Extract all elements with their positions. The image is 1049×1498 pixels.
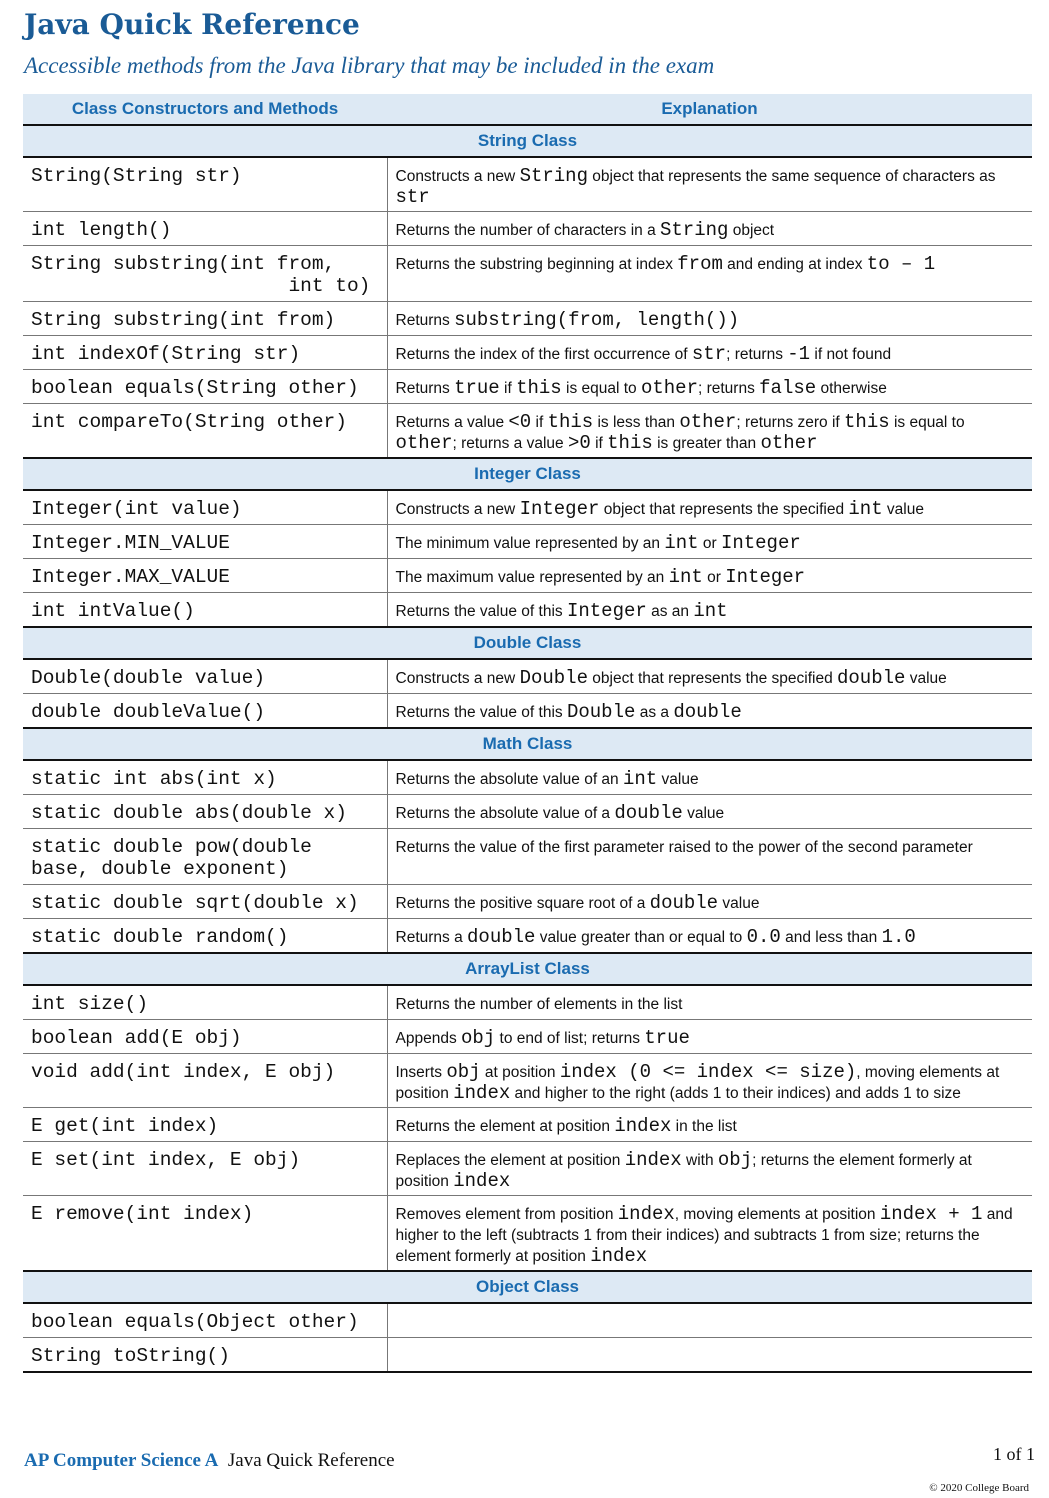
page-title: Java Quick Reference [24, 8, 360, 41]
explanation-text: with [681, 1152, 718, 1169]
method-signature: void add(int index, E obj) [23, 1054, 387, 1108]
method-signature: E set(int index, E obj) [23, 1142, 387, 1196]
method-signature: static double pow(double base, double exponent) [23, 829, 387, 885]
method-signature: E get(int index) [23, 1108, 387, 1142]
section-header [23, 728, 1032, 760]
explanation-text: Returns the positive square root of a [395, 895, 650, 912]
code-fragment: obj [717, 1149, 753, 1171]
table-row [23, 919, 1032, 954]
method-signature: Integer.MIN_VALUE [23, 525, 387, 559]
code-fragment: String [519, 165, 588, 187]
method-explanation [387, 1054, 1032, 1108]
code-fragment: true [644, 1027, 690, 1049]
code-fragment: other [395, 432, 453, 454]
explanation-text: is equal to [561, 380, 641, 397]
explanation-text: as a [635, 704, 674, 721]
section-title: Math Class [23, 728, 1032, 760]
method-signature: String substring(int from, int to) [23, 246, 387, 302]
method-signature: Integer(int value) [23, 490, 387, 525]
reference-body [23, 125, 1032, 1372]
method-explanation [387, 525, 1032, 559]
reference-table [23, 94, 1032, 1373]
table-row [23, 1054, 1032, 1108]
method-explanation [387, 1196, 1032, 1272]
method-explanation [387, 336, 1032, 370]
explanation-text: object that represents the specified [599, 501, 849, 518]
table-row [23, 490, 1032, 525]
table-row [23, 760, 1032, 795]
method-signature: double doubleValue() [23, 694, 387, 729]
table-row [23, 985, 1032, 1020]
explanation-text: is equal to [889, 414, 965, 431]
code-fragment: this [844, 411, 890, 433]
explanation-text: Replaces the element at position [395, 1152, 625, 1169]
code-fragment: int [622, 768, 658, 790]
method-explanation [387, 795, 1032, 829]
method-signature: String substring(int from) [23, 302, 387, 336]
footer-course: AP Computer Science A [24, 1450, 219, 1471]
method-explanation [387, 919, 1032, 954]
explanation-text: Returns the substring beginning at index [395, 256, 678, 273]
method-signature: static double sqrt(double x) [23, 885, 387, 919]
table-row [23, 302, 1032, 336]
code-fragment: str [395, 186, 430, 208]
table-row [23, 885, 1032, 919]
table-row [23, 795, 1032, 829]
table-row [23, 559, 1032, 593]
method-explanation [387, 694, 1032, 729]
explanation-text: Returns the value of this [395, 704, 567, 721]
method-signature: String toString() [23, 1338, 387, 1373]
explanation-text: object that represents the same sequence of characters as [587, 168, 996, 185]
explanation-text: if not found [810, 346, 892, 363]
explanation-text: value greater than or equal to [535, 929, 747, 946]
table-row [23, 659, 1032, 694]
column-header-explanation: Explanation [387, 94, 1032, 125]
method-signature: int intValue() [23, 593, 387, 628]
section-header [23, 125, 1032, 157]
method-signature: Double(double value) [23, 659, 387, 694]
code-fragment: obj [461, 1027, 496, 1049]
code-fragment: Integer [720, 532, 801, 554]
method-signature: int compareTo(String other) [23, 404, 387, 459]
code-fragment: double [673, 701, 742, 723]
explanation-text: Returns the value of the first parameter raised to the power of the second parameter [395, 839, 973, 856]
code-fragment: substring(from, length()) [454, 309, 740, 331]
code-fragment: index (0 <= index <= size) [559, 1061, 857, 1083]
method-explanation [387, 760, 1032, 795]
explanation-text: if [499, 380, 517, 397]
code-fragment: other [679, 411, 737, 433]
explanation-text: and higher to the right (adds 1 to their indices) and adds 1 to size [510, 1085, 961, 1102]
method-explanation [387, 212, 1032, 246]
explanation-text: value [718, 895, 760, 912]
code-fragment: Integer [725, 566, 806, 588]
table-row [23, 525, 1032, 559]
explanation-text: and less than [780, 929, 882, 946]
method-explanation [387, 490, 1032, 525]
method-explanation [387, 1338, 1032, 1373]
section-header [23, 627, 1032, 659]
code-fragment: int [668, 566, 703, 588]
explanation-text: Returns the absolute value of an [395, 771, 623, 788]
method-explanation [387, 1020, 1032, 1054]
code-fragment: int [848, 498, 883, 520]
explanation-text: to end of list; returns [495, 1030, 645, 1047]
explanation-text: or [702, 569, 726, 586]
code-fragment: <0 [508, 411, 532, 433]
explanation-text: at position [480, 1064, 560, 1081]
explanation-text: Returns a [395, 929, 468, 946]
explanation-text: object [728, 222, 775, 239]
explanation-text: value [882, 501, 924, 518]
code-fragment: double [837, 667, 906, 689]
section-title: Double Class [23, 627, 1032, 659]
code-fragment: false [759, 377, 817, 399]
code-fragment: double [614, 802, 683, 824]
table-row [23, 404, 1032, 459]
footer-title [24, 1450, 395, 1472]
explanation-text: Constructs a new [395, 168, 520, 185]
table-header-row [23, 94, 1032, 125]
method-explanation [387, 885, 1032, 919]
method-signature: int length() [23, 212, 387, 246]
code-fragment: index [590, 1245, 648, 1267]
table-row [23, 829, 1032, 885]
code-fragment: to – 1 [866, 253, 936, 275]
explanation-text: is less than [593, 414, 680, 431]
explanation-text: ; returns [726, 346, 788, 363]
code-fragment: Double [519, 667, 588, 689]
explanation-text: Constructs a new [395, 501, 520, 518]
method-signature: boolean equals(String other) [23, 370, 387, 404]
explanation-text: Constructs a new [395, 670, 520, 687]
code-fragment: index + 1 [879, 1203, 983, 1225]
table-row [23, 1303, 1032, 1338]
section-header [23, 1271, 1032, 1303]
table-row [23, 157, 1032, 212]
code-fragment: index [453, 1170, 511, 1192]
code-fragment: Integer [566, 600, 647, 622]
code-fragment: from [677, 253, 723, 275]
explanation-text: ; returns the element formerly at position [395, 1152, 972, 1190]
explanation-text: Returns the absolute value of a [395, 805, 615, 822]
copyright: © 2020 College Board [929, 1482, 1029, 1494]
explanation-text: value [905, 670, 947, 687]
explanation-text: Returns [395, 380, 455, 397]
explanation-text: Inserts [395, 1064, 447, 1081]
code-fragment: >0 [567, 432, 591, 454]
section-title: Object Class [23, 1271, 1032, 1303]
table-row [23, 694, 1032, 729]
explanation-text: Returns the number of elements in the list [395, 996, 683, 1013]
method-explanation [387, 1108, 1032, 1142]
explanation-text: Returns the element at position [395, 1118, 615, 1135]
table-row [23, 370, 1032, 404]
method-explanation [387, 404, 1032, 459]
explanation-text: Returns the number of characters in a [395, 222, 660, 239]
table-row [23, 1142, 1032, 1196]
explanation-text: ; returns [697, 380, 760, 397]
section-header [23, 953, 1032, 985]
code-fragment: index [614, 1115, 672, 1137]
method-explanation [387, 985, 1032, 1020]
method-signature: boolean add(E obj) [23, 1020, 387, 1054]
method-signature: static int abs(int x) [23, 760, 387, 795]
code-fragment: index [617, 1203, 675, 1225]
explanation-text: ; returns zero if [736, 414, 845, 431]
footer-doc: Java Quick Reference [227, 1450, 395, 1471]
code-fragment: Integer [519, 498, 600, 520]
method-explanation [387, 593, 1032, 628]
explanation-text: otherwise [816, 380, 887, 397]
section-title: ArrayList Class [23, 953, 1032, 985]
code-fragment: int [693, 600, 728, 622]
explanation-text: The minimum value represented by an [395, 535, 665, 552]
method-signature: String(String str) [23, 157, 387, 212]
method-signature: static double random() [23, 919, 387, 954]
explanation-text: ; returns a value [452, 435, 568, 452]
code-fragment: other [640, 377, 698, 399]
method-explanation [387, 157, 1032, 212]
table-row [23, 336, 1032, 370]
page-number: 1 of 1 [993, 1444, 1035, 1464]
section-title: Integer Class [23, 458, 1032, 490]
code-fragment: index [453, 1082, 511, 1104]
explanation-text: value [682, 805, 725, 822]
section-header [23, 458, 1032, 490]
explanation-text: and ending at index [722, 256, 867, 273]
explanation-text: as an [646, 603, 694, 620]
explanation-text: Returns the value of this [395, 603, 567, 620]
method-signature: int size() [23, 985, 387, 1020]
table-row [23, 1108, 1032, 1142]
explanation-text: Returns a value [395, 414, 509, 431]
explanation-text: Returns [395, 312, 455, 329]
method-explanation [387, 370, 1032, 404]
code-fragment: this [547, 411, 594, 433]
method-explanation [387, 659, 1032, 694]
explanation-text: The maximum value represented by an [395, 569, 669, 586]
explanation-text: Removes element from position [395, 1206, 618, 1223]
code-fragment: Double [566, 701, 636, 723]
code-fragment: this [516, 377, 562, 399]
explanation-text: is greater than [652, 435, 761, 452]
method-explanation [387, 1303, 1032, 1338]
method-explanation [387, 559, 1032, 593]
method-explanation [387, 302, 1032, 336]
explanation-text: if [590, 435, 608, 452]
explanation-text: and higher to the left (subtracts 1 from their indices) and subtracts 1 from size; returns the element formerly at position [395, 1206, 1013, 1265]
table-row [23, 212, 1032, 246]
code-fragment: obj [446, 1061, 481, 1083]
section-title: String Class [23, 125, 1032, 157]
code-fragment: str [691, 343, 727, 365]
code-fragment: int [664, 532, 699, 554]
explanation-text: or [698, 535, 721, 552]
explanation-text: object that represents the specified [587, 670, 837, 687]
method-signature: static double abs(double x) [23, 795, 387, 829]
method-signature: E remove(int index) [23, 1196, 387, 1272]
code-fragment: double [467, 926, 536, 948]
method-signature: boolean equals(Object other) [23, 1303, 387, 1338]
method-explanation [387, 1142, 1032, 1196]
explanation-text: in the list [671, 1118, 737, 1135]
page-subtitle: Accessible methods from the Java library that may be included in the exam [24, 53, 715, 78]
method-explanation [387, 829, 1032, 885]
explanation-text: Returns the index of the first occurrence of [395, 346, 692, 363]
method-signature: int indexOf(String str) [23, 336, 387, 370]
code-fragment: true [454, 377, 500, 399]
code-fragment: this [607, 432, 653, 454]
table-row [23, 246, 1032, 302]
explanation-text: , moving elements at position [674, 1206, 880, 1223]
table-row [23, 1196, 1032, 1272]
method-signature: Integer.MAX_VALUE [23, 559, 387, 593]
table-row [23, 1020, 1032, 1054]
table-row [23, 1338, 1032, 1373]
column-header-methods: Class Constructors and Methods [23, 94, 387, 125]
method-explanation [387, 246, 1032, 302]
code-fragment: String [660, 219, 729, 241]
explanation-text: Appends [395, 1030, 461, 1047]
explanation-text: if [531, 414, 548, 431]
code-fragment: -1 [787, 343, 811, 365]
table-row [23, 593, 1032, 628]
code-fragment: other [760, 432, 818, 454]
code-fragment: 0.0 [746, 926, 781, 948]
code-fragment: index [624, 1149, 682, 1171]
explanation-text: , moving elements at position [395, 1064, 1000, 1102]
code-fragment: 1.0 [881, 926, 916, 948]
explanation-text: value [657, 771, 699, 788]
code-fragment: double [649, 892, 719, 914]
